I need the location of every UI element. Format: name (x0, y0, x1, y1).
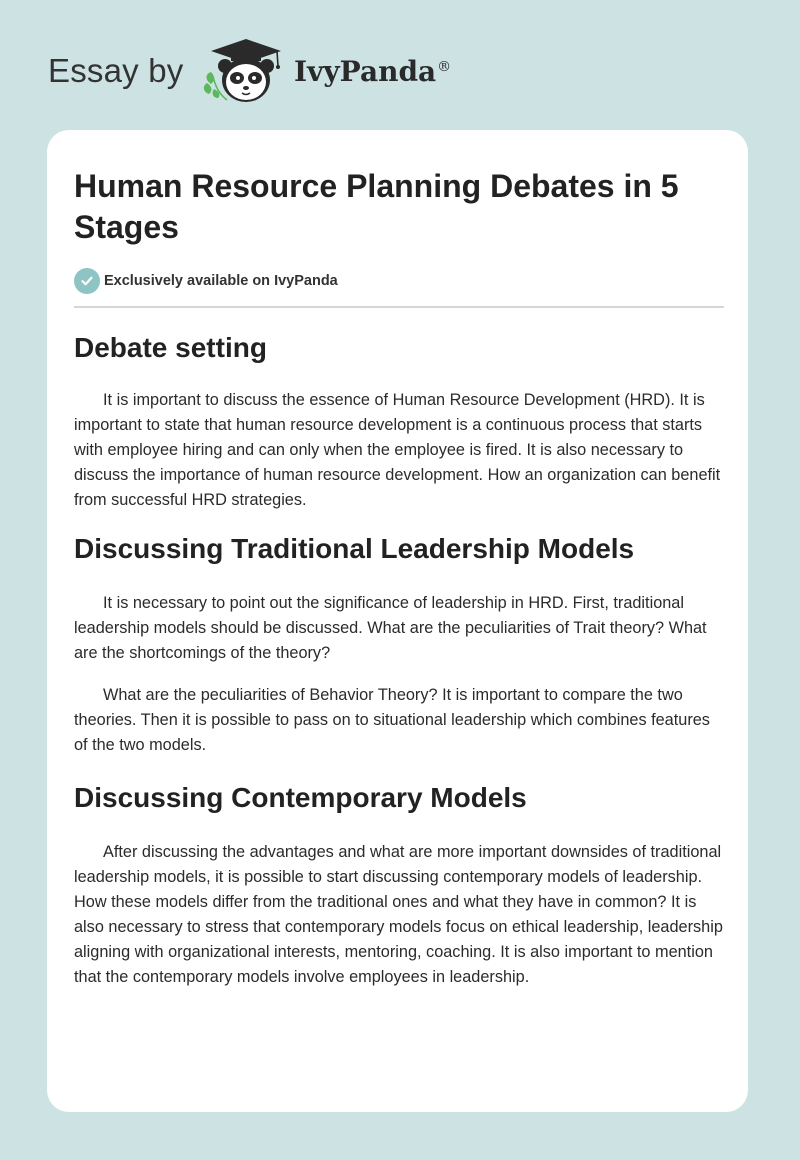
section-heading: Debate setting (74, 332, 267, 363)
section-heading: Discussing Contemporary Models (74, 782, 527, 813)
exclusive-badge (74, 268, 724, 294)
badge-label: Exclusively available on IvyPanda (104, 273, 338, 289)
checkmark-icon (74, 268, 100, 294)
section-paragraph: What are the peculiarities of Behavior Theory? It is important to compare the two theories. Then it is possible to pass on to situational leadership which combines features of the two models. (74, 686, 710, 754)
brand-name[interactable]: IvyPanda® (294, 55, 452, 88)
page-title: Human Resource Planning Debates in 5 Stages (74, 168, 679, 245)
essay-card (47, 130, 748, 1112)
section-heading: Discussing Traditional Leadership Models (74, 533, 635, 564)
essay-content (74, 130, 724, 990)
section-paragraph: After discussing the advantages and what are more important downsides of traditional leadership models, it is possible to start discussing contemporary models of leadership. How these models differ from the traditional ones and what they have in common? It is also necessary to stress that contemporary models focus on ethical leadership, leadership aligning with organizational interests, mentoring, coaching. It is also important to mention that the contemporary models involve employees in leadership. (74, 843, 723, 986)
section-paragraph: It is necessary to point out the significance of leadership in HRD. First, traditional leadership models should be discussed. What are the peculiarities of Trait theory? What are the shortcomings of the theory? (74, 594, 707, 662)
divider (74, 306, 724, 308)
panda-graduate-logo-icon[interactable] (201, 36, 291, 108)
registered-mark: ® (437, 58, 452, 75)
section-paragraph: It is important to discuss the essence of Human Resource Development (HRD). It is important to state that human resource development is a continuous process that starts with employee hiring and can only when the employee is fired. It is also necessary to discuss the importance of human resource development. How an organization can benefit from successful HRD strategies. (74, 391, 721, 509)
essay-by-label: Essay by (48, 52, 184, 89)
site-header (48, 34, 488, 110)
